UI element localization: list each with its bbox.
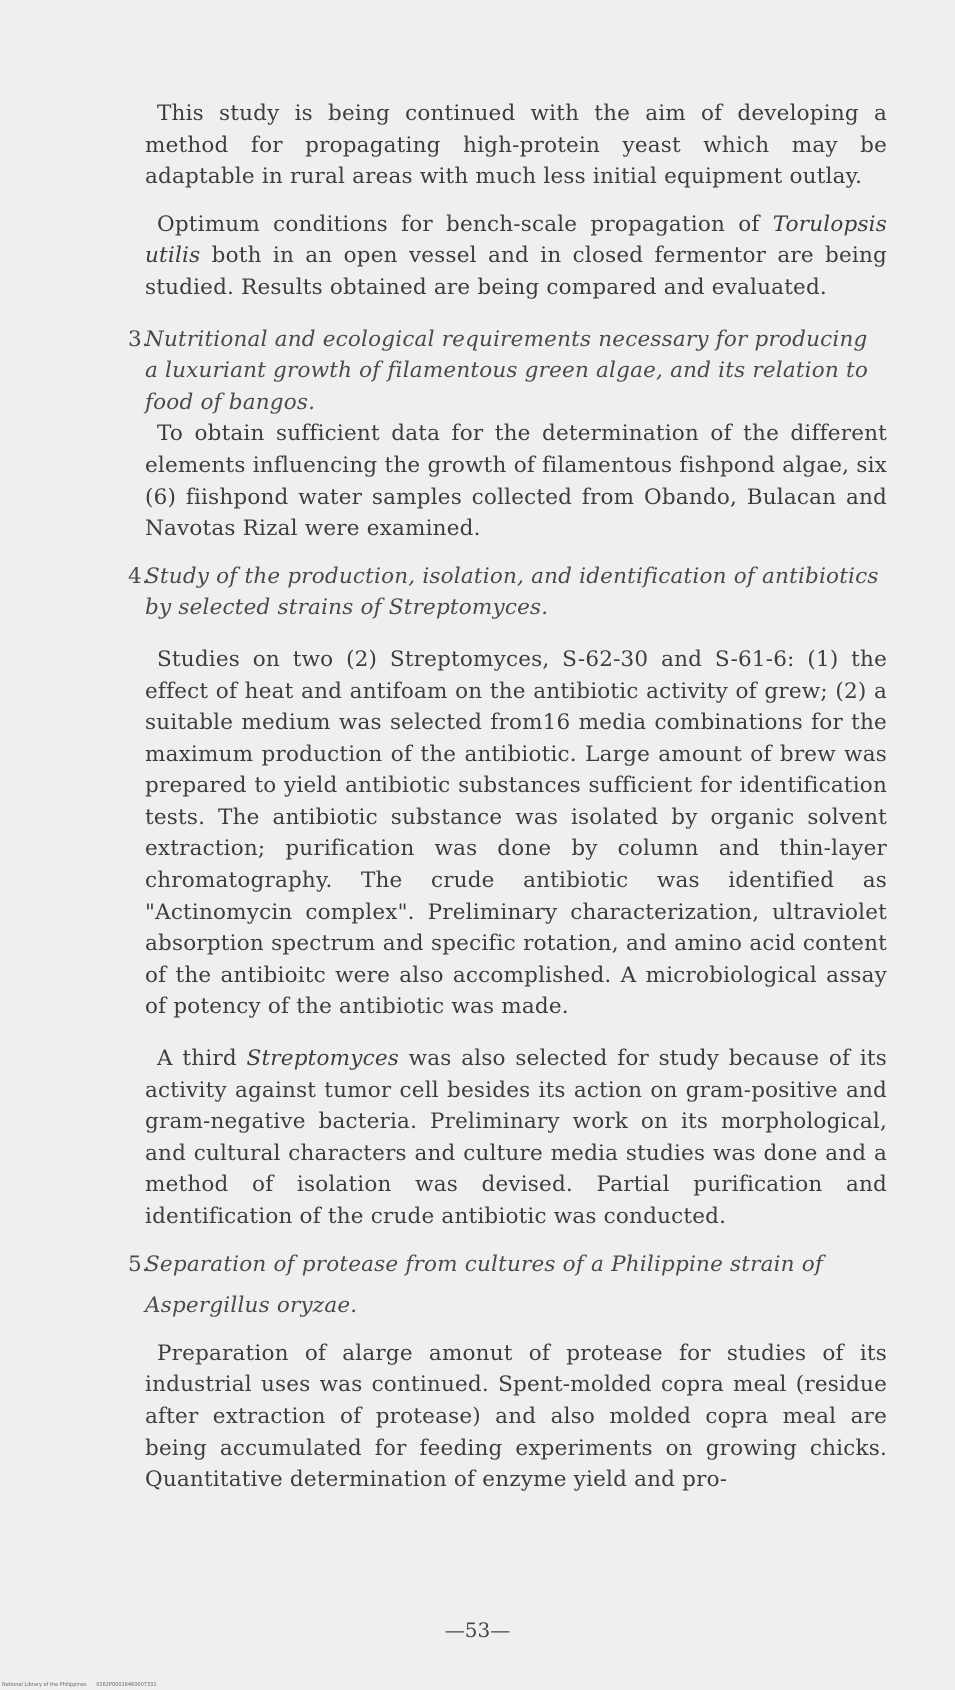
heading-item-3-number: 3.: [128, 326, 149, 352]
genus-streptomyces: Streptomyces: [246, 1046, 399, 1072]
paragraph-third-streptomyces: [145, 1043, 887, 1233]
heading-item-5-continued: [145, 1290, 887, 1322]
page-number: —53—: [444, 1618, 511, 1642]
heading-item-4-number: 4.: [128, 563, 149, 589]
heading-item-5-line-2: Aspergillus oryzae.: [145, 1293, 358, 1319]
footer-code: 0162P00016460007331: [96, 1682, 157, 1688]
paragraph-torulopsis: [145, 209, 887, 304]
paragraph-third-end: was also selected for study because of its activity against tumor cell besides its action on gram-positive and gram-negative bacteria. Preliminary work on its morphological, and cultural characters and culture media studies was done and a method of isolation was devised. Partial purification and identification of the crude antibiotic was conducted.: [145, 1046, 887, 1229]
species-torulopsis-utilis: Torulopsis utilis: [145, 211, 887, 269]
heading-item-5: [128, 1249, 887, 1281]
footer-library: National Library of the Philippines: [2, 1682, 87, 1688]
paragraph-yeast-study: This study is being continued with the aim of developing a method for propagating high-protein yeast which may be adaptable in rural areas with much less initial equipment outlay.: [145, 101, 887, 190]
heading-item-3-text: Nutritional and ecological requirements necessary for producing a luxuriant growth of filamentous green algae, and its relation to food of bangos.: [145, 326, 868, 415]
page-body: [128, 98, 887, 1496]
paragraph-algae: To obtain sufficient data for the determination of the different elements influencing the growth of filamentous fishpond algae, six (6) fiishpond water samples collected from Obando, Bulacan and Navotas Rizal were examined.: [145, 421, 887, 542]
heading-item-4: [128, 561, 887, 624]
heading-item-5-number: 5.: [128, 1251, 149, 1277]
paragraph-protease: Preparation of alarge amonut of protease for studies of its industrial uses was continued. Spent-molded copra meal (residue after extraction of protease) and also molded copra meal are being accumulated for feeding experiments on growing chicks. Quantitative determination of enzyme yield and pro-: [145, 1340, 887, 1493]
paragraph-third-start: A third: [157, 1046, 247, 1072]
paragraph-torulopsis-end: both in an open vessel and in closed fermentor are being studied. Results obtained are being compared and evaluated.: [145, 243, 887, 300]
scan-footer: [2, 1682, 165, 1688]
heading-item-3: [128, 324, 887, 419]
heading-item-5-line-1: Separation of protease from cultures of a Philippine strain of: [145, 1251, 824, 1277]
paragraph-streptomyces-studies: Studies on two (2) Streptomyces, S-62-30 and S-61-6: (1) the effect of heat and antifoam on the antibiotic activity of grew; (2) a suitable medium was selected from16 media combinations for the maximum production of the antibiotic. Large amount of brew was prepared to yield antibiotic substances sufficient for identification tests. The antibiotic substance was isolated by organic solvent extraction; purification was done by column and thin-layer chromatography. The crude antibiotic was identified as "Actinomycin complex". Preliminary characterization, ultraviolet absorption spectrum and specific rotation, and amino acid content of the antibioitc were also accomplished. A microbiological assay of potency of the antibiotic was made.: [145, 646, 887, 1020]
paragraph-torulopsis-start: Optimum conditions for bench-scale propagation of: [157, 211, 773, 237]
heading-item-4-text: Study of the production, isolation, and identification of antibiotics by selected strains of Streptomyces.: [145, 563, 879, 621]
